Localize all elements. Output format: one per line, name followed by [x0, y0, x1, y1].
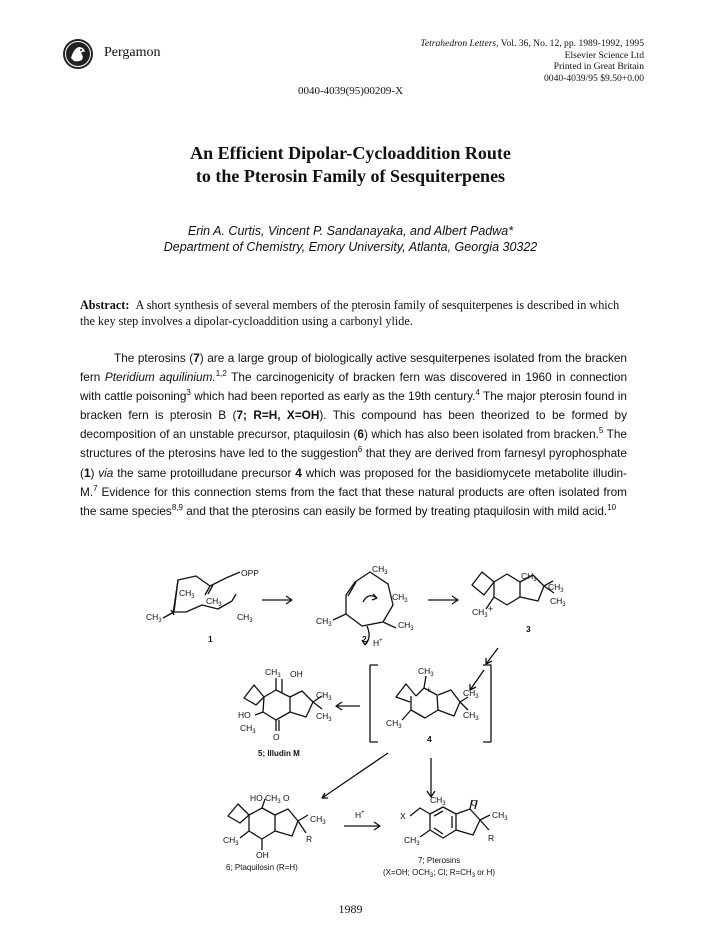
label-methyl: $CH_3$ [386, 718, 402, 730]
text-run: Evidence for this connection stems from the fact that these natural products are often isolated from the same species [80, 484, 627, 518]
label-oxygen: O [283, 793, 290, 803]
reaction-arrow-1-2 [262, 596, 292, 604]
caption-compound-5: 5; Illudin M [258, 749, 300, 758]
label-methyl: $CH_3$ [316, 711, 332, 723]
label-methyl: $CH_3$ [372, 564, 388, 576]
text-run: that they are derived from farnesyl pyrophosphate ( [80, 446, 627, 480]
reference-marker: 8,9 [171, 502, 183, 512]
label-r-group: R [306, 834, 313, 844]
reference-marker: 3 [186, 388, 191, 398]
citation-line: Printed in Great Britain [553, 61, 644, 73]
rearrangement-arrow [470, 670, 484, 690]
label-methyl: $CH_3$ [206, 596, 222, 608]
text-run: The carcinogenicity of bracken fern was discovered in 1960 in connection with cattle poisoning [80, 370, 628, 404]
text-run: ) which has also been isolated from bracken. [363, 427, 599, 442]
label-cation: + [488, 604, 494, 614]
label-oxygen: O [471, 798, 478, 808]
label-methyl: $CH_3$ [430, 795, 446, 807]
author-list: Erin A. Curtis, Vincent P. Sandanayaka, and Albert Padwa* [187, 224, 514, 238]
species-name: Pteridium aquilinium. [104, 370, 216, 385]
text-run: The pterosins ( [114, 351, 194, 365]
journal-volume: , Vol. 36, No. 12, pp. 1989-1992, 1995 [496, 38, 644, 49]
text-run: The structures of the pterosins have led to the suggestion [80, 427, 627, 461]
title-line: An Efficient Dipolar-Cycloaddition Route [190, 143, 511, 163]
label-r-group: R [488, 833, 495, 843]
affiliation: Department of Chemistry, Emory University, Atlanta, Georgia 30322 [163, 240, 538, 254]
text-run: ). This compound has been theorized to be formed by decomposition of an unstable precursor, ptaquilosin ( [80, 408, 628, 442]
compound-ref: 7 [193, 351, 200, 365]
compound-number-3: 3 [526, 624, 531, 634]
label-methyl: $CH_3$ [463, 710, 479, 722]
label-hydroxyl: OH [290, 669, 303, 679]
label-methyl: $CH_3$ [392, 592, 408, 604]
reference-marker: 5 [598, 426, 604, 436]
body-paragraph [80, 349, 627, 521]
label-methyl: $CH_3$ [548, 582, 564, 594]
compound-ref: 1 [83, 465, 91, 480]
label-methyl: $CH_3$ [316, 616, 332, 628]
label-hydroxyl: OH [256, 850, 269, 860]
reaction-arrow-2-3 [428, 596, 458, 604]
rearrangement-arrow [486, 648, 498, 664]
caption-compound-6: 6; Ptaquilosin (R=H) [226, 863, 298, 872]
text-run: the same protoilludane precursor [113, 465, 296, 480]
journal-name: Tetrahedron Letters [420, 38, 497, 49]
label-methyl: $CH_3$ [463, 688, 479, 700]
label-oxygen: O [273, 732, 280, 742]
reference-marker: 10 [607, 502, 617, 512]
label-hydroxyl: HO [238, 710, 251, 720]
structure-5-illudin-m [244, 678, 322, 731]
abstract-label: Abstract: [80, 298, 130, 312]
label-methyl: $CH_3$ [265, 667, 281, 679]
doi-code: 0040-4039(95)00209-X [297, 85, 404, 97]
label-methyl: $CH_3$ [310, 814, 326, 826]
abstract [80, 297, 625, 329]
label-methyl: $CH_3$ [550, 596, 566, 608]
citation-line: Elsevier Science Ltd [564, 49, 644, 61]
structure-3-protoilludane-cation [472, 572, 554, 609]
text-run: which had been reported as early as the 19th century. [190, 389, 476, 404]
label-methyl: $CH_3$ [240, 723, 256, 735]
label-hydroxyl: HO [250, 793, 263, 803]
label-methyl: $CH_3$ [316, 690, 332, 702]
label-methyl: $CH_3$ [398, 620, 414, 632]
pergamon-logo [62, 38, 94, 70]
publisher-name: Pergamon [104, 45, 161, 60]
reference-marker: 7 [93, 483, 98, 493]
reaction-scheme [0, 560, 701, 885]
reaction-arrow-4-7 [427, 758, 435, 797]
citation-line: 0040-4039/95 $9.50+0.00 [543, 72, 644, 84]
abstract-text: A short synthesis of several members of the pterosin family of sesquiterpenes is described in which the key step involves a dipolar-cycloaddition using a carbonyl ylide. [80, 298, 620, 328]
reference-marker: 4 [475, 388, 480, 398]
text-run: which was proposed for the basidiomycete metabolite illudin-M. [80, 465, 627, 499]
reaction-arrow-6-7 [344, 822, 380, 830]
page-number: 1989 [338, 902, 363, 916]
text-run: and that the pterosins can easily be formed by treating ptaquilosin with mild acid. [182, 503, 608, 518]
reference-marker: 6 [357, 445, 363, 455]
label-x-group: X [400, 811, 406, 821]
label-methyl: $CH_3$ [404, 835, 420, 847]
compound-ref: 4 [295, 465, 302, 480]
label-cation: + [426, 685, 432, 695]
italic-term: via [98, 465, 114, 480]
label-proton: H+ [355, 810, 365, 820]
compound-number-1: 1 [208, 634, 213, 644]
paper-title [0, 142, 701, 188]
caption-compound-7-detail: (X=OH; $OCH_3$; Cl; $R=CH_3$ or H) [383, 868, 496, 879]
caption-compound-7: 7; Pterosins [418, 856, 461, 865]
compound-ref: 7; R=H, X=OH [236, 408, 320, 423]
compound-number-2: 2 [362, 634, 367, 644]
text-run: ) are a large group of biologically active sesquiterpenes isolated from the bracken fern [80, 351, 627, 385]
label-methyl: $CH_3$ [179, 588, 195, 600]
structure-6-ptaquilosin [228, 799, 308, 850]
label-methyl: $CH_3$ [418, 666, 434, 678]
text-run: ) [90, 465, 99, 480]
label-proton: H+ [373, 638, 383, 648]
label-methyl: $CH_3$ [223, 835, 239, 847]
label-methyl: $CH_3$ [265, 793, 281, 805]
label-methyl: $CH_3$ [146, 612, 162, 624]
compound-number-4: 4 [427, 734, 432, 744]
journal-citation [420, 38, 644, 84]
label-methyl: $CH_3$ [237, 612, 253, 624]
label-methyl: $CH_3$ [492, 810, 508, 822]
compound-ref: 6 [357, 427, 364, 442]
title-line: to the Pterosin Family of Sesquiterpenes [195, 166, 506, 186]
structure-7-pterosins [410, 800, 490, 838]
label-methyl: $CH_3$ [521, 571, 537, 583]
reaction-arrow-4-6 [322, 753, 388, 798]
reaction-arrow-4-5 [336, 702, 360, 710]
label-methyl: $CH_3$ [472, 607, 488, 619]
reference-marker: 1,2 [215, 369, 227, 379]
text-run: The major pterosin found in bracken fern is pterosin B ( [80, 389, 627, 423]
structure-1-farnesyl-pyrophosphate [163, 572, 240, 618]
author-block [0, 223, 701, 255]
label-opp: OPP [241, 568, 259, 578]
